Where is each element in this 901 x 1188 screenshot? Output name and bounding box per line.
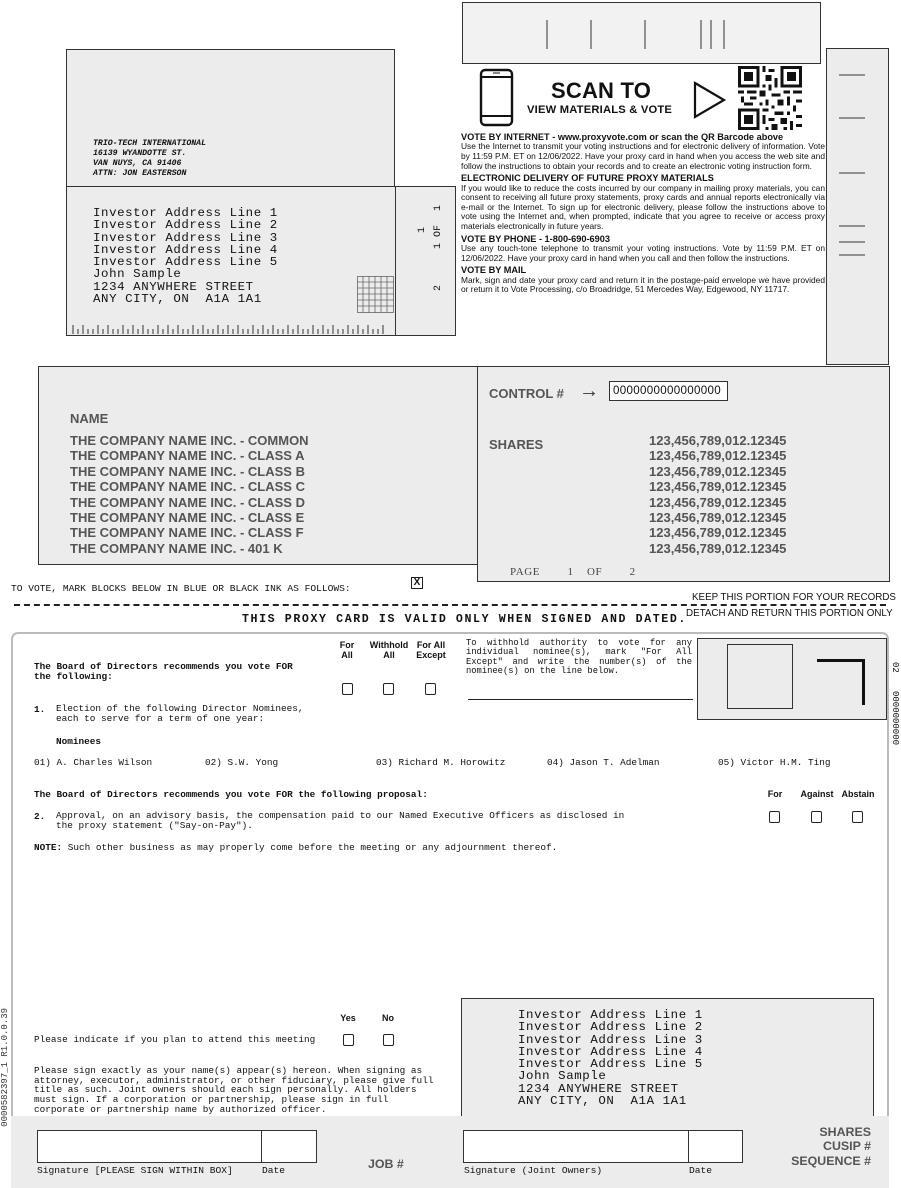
investor-address-line: Investor Address Line 5 — [518, 1057, 703, 1072]
edelivery-text: If you would like to reduce the costs incurred by our company in mailing proxy materials, you can consent to receiving all future proxy statements, proxy cards and annual reports electronically via e-mail or the Internet. To sign up for electronic delivery, please follow the instructions above to vote using the Internet and, when prompted, indicate that you agree to receive or access proxy materials electronically in future years. — [461, 182, 825, 231]
col-withhold-all: Withhold All — [369, 640, 409, 660]
share-amount: 123,456,789,012.12345 — [649, 510, 787, 526]
col-against: Against — [800, 789, 834, 799]
withhold-all-checkbox[interactable] — [383, 683, 394, 695]
note-label: NOTE: — [34, 842, 63, 853]
return-address-line: TRIO-TECH INTERNATIONAL — [93, 139, 207, 148]
scan-header — [462, 66, 824, 132]
return-address-line: 16139 WYANDOTTE ST. — [93, 149, 187, 158]
signature-box[interactable] — [37, 1130, 262, 1163]
investor-address-line: Investor Address Line 2 — [518, 1020, 703, 1035]
control-shares-box — [477, 366, 890, 582]
nominee: 02) S.W. Yong — [205, 757, 279, 768]
investor-address-line: Investor Address Line 3 — [518, 1032, 703, 1047]
qr-code-icon — [738, 66, 802, 130]
joint-date-label: Date — [689, 1165, 713, 1176]
corner-mark — [817, 659, 865, 705]
side-code-b: 0000000000 — [890, 691, 900, 746]
return-address-line: VAN NUYS, CA 91406 — [93, 159, 182, 168]
joint-signature-label: Signature (Joint Owners) — [464, 1165, 603, 1176]
investor-address-line: Investor Address Line 5 — [93, 255, 278, 270]
internet-text: Use the Internet to transmit your voting instructions and for electronic delivery of information. Vote by 11:59 P.M. ET on 12/06/2022. Have your proxy card in hand when you access the web site and follow the instructions to obtain your records and to create an electronic voting instruction form. — [461, 141, 825, 171]
mail-text: Mark, sign and date your proxy card and return it in the postage-paid envelope we have provided or return it to Vote Processing, c/o Broadridge, 51 Mercedes Way, Edgewood, NY 11717. — [461, 274, 825, 295]
control-number: 0000000000000000 — [609, 381, 728, 401]
investor-address-line: Investor Address Line 1 — [518, 1008, 703, 1022]
shares-list — [649, 433, 786, 556]
page-marker-b: 1 OF — [433, 225, 444, 250]
investor-address-line: 1234 ANYWHERE STREET — [518, 1081, 679, 1096]
investor-address-line: Investor Address Line 4 — [518, 1044, 703, 1059]
joint-date-box[interactable] — [688, 1130, 743, 1163]
investor-address-line: Investor Address Line 3 — [93, 230, 278, 245]
imb-barcode — [71, 321, 391, 335]
phone-heading: VOTE BY PHONE - 1-800-690-6903 — [461, 233, 610, 244]
item2-text: Approval, on an advisory basis, the compensation paid to our Named Executive Officers as disclosed in the proxy statement ("Say-on-Pay"). — [56, 810, 625, 831]
codes-block — [760, 1125, 871, 1168]
detach-portion-note: DETACH AND RETURN THIS PORTION ONLY — [686, 608, 893, 619]
share-amount: 123,456,789,012.12345 — [649, 463, 787, 479]
job-label: JOB # — [368, 1157, 404, 1171]
datamatrix-grid — [357, 276, 394, 313]
nominee: 05) Victor H.M. Ting — [718, 757, 831, 768]
play-arrow-icon — [692, 80, 728, 120]
page-marker-d: 2 — [433, 285, 444, 292]
investor-address-line: Investor Address Line 1 — [93, 206, 278, 220]
page-marker-a: 1 — [433, 205, 444, 212]
item1-number: 1. — [34, 704, 46, 715]
left-side-code: 0000582397_1 R1.0.0.39 — [0, 1008, 10, 1127]
col-abstain: Abstain — [841, 789, 875, 799]
investor-address-line: 1234 ANYWHERE STREET — [93, 279, 254, 294]
scanner-square — [727, 644, 793, 709]
share-amount: 123,456,789,012.12345 — [649, 540, 787, 556]
signature-date-box[interactable] — [261, 1130, 317, 1163]
return-address-window — [66, 49, 395, 187]
page-indicator — [510, 566, 636, 578]
sample-mark-box: X — [411, 577, 423, 589]
vote-instruction: TO VOTE, MARK BLOCKS BELOW IN BLUE OR BLACK INK AS FOLLOWS: — [11, 583, 351, 594]
share-amount: 123,456,789,012.12345 — [649, 448, 787, 464]
proposal2-for-checkbox[interactable] — [769, 811, 780, 823]
page-of: OF — [586, 566, 603, 578]
note-text: Such other business as may properly come before the meeting or any adjournment thereof. — [67, 842, 558, 853]
page-marker-c: 1 — [417, 227, 428, 234]
return-address-line: ATTN: JON EASTERSON — [93, 169, 187, 178]
company-name: THE COMPANY NAME INC. - CLASS E — [70, 510, 305, 526]
board-recommend-2: The Board of Directors recommends you vote FOR the following proposal: — [34, 789, 428, 800]
col-yes: Yes — [340, 1013, 356, 1023]
page-label: PAGE — [510, 566, 541, 578]
investor-address — [93, 207, 278, 305]
control-arrow-icon: → — [579, 380, 599, 402]
nominee-exception-line[interactable] — [468, 699, 693, 700]
cusip-label: CUSIP # — [823, 1139, 871, 1154]
withhold-instruction: To withhold authority to vote for any individual nominee(s), mark "For All Except" and write the number(s) of the nominee(s) on the line below. — [466, 638, 692, 677]
shares-code-label: SHARES — [819, 1125, 871, 1139]
share-amount: 123,456,789,012.12345 — [649, 479, 787, 495]
internet-heading: VOTE BY INTERNET - www.proxyvote.com or scan the QR Barcode above — [461, 132, 784, 142]
company-name: THE COMPANY NAME INC. - COMMON — [70, 433, 309, 448]
investor-address-line: ANY CITY, ON A1A 1A1 — [93, 292, 262, 307]
phone-text: Use any touch-tone telephone to transmit your voting instructions. Vote by 11:59 P.M. ET on 12/06/2022. Have your proxy card in hand when you call and then follow the instructions. — [461, 242, 825, 263]
share-amount: 123,456,789,012.12345 — [649, 494, 787, 510]
col-for-all: For All — [339, 640, 355, 660]
return-address — [93, 139, 206, 179]
side-code-a: 02 — [890, 662, 900, 673]
company-name: THE COMPANY NAME INC. - CLASS C — [70, 479, 305, 495]
signature-label: Signature [PLEASE SIGN WITHIN BOX] — [37, 1165, 233, 1176]
item2-number: 2. — [34, 811, 46, 822]
scan-title: SCAN TO — [551, 78, 652, 103]
voting-instructions — [461, 132, 825, 295]
bottom-address-box — [461, 998, 874, 1118]
investor-address-line: John Sample — [93, 267, 182, 282]
phone-icon — [478, 68, 516, 128]
board-recommend-1: The Board of Directors recommends you vote FOR the following: — [34, 661, 293, 682]
page-total: 2 — [629, 566, 636, 578]
nominee: 04) Jason T. Adelman — [547, 757, 660, 768]
right-side-panel — [826, 48, 889, 365]
investor-address-line: Investor Address Line 2 — [93, 218, 278, 233]
proposal2-against-checkbox[interactable] — [811, 811, 822, 823]
note-line — [34, 842, 557, 853]
share-amount: 123,456,789,012.12345 — [649, 433, 787, 448]
valid-notice: THIS PROXY CARD IS VALID ONLY WHEN SIGNED AND DATED. — [242, 613, 687, 626]
col-for-all-except: For All Except — [416, 640, 446, 660]
scan-subtitle: VIEW MATERIALS & VOTE — [527, 104, 673, 116]
sequence-label: SEQUENCE # — [791, 1153, 871, 1168]
signature-date-label: Date — [262, 1165, 286, 1176]
item1-text: Election of the following Director Nominees, each to serve for a term of one year: — [56, 703, 304, 724]
name-label: NAME — [70, 411, 109, 426]
edelivery-heading: ELECTRONIC DELIVERY OF FUTURE PROXY MATERIALS — [461, 173, 714, 184]
control-label: CONTROL # — [489, 386, 564, 401]
side-tick-marks — [827, 49, 890, 366]
postal-barcode — [463, 3, 822, 65]
col-for: For — [767, 789, 783, 799]
envelope-inner-divider — [395, 187, 396, 336]
mail-heading: VOTE BY MAIL — [461, 265, 527, 276]
sign-instruction: Please sign exactly as your name(s) appear(s) hereon. When signing as attorney, executor, administrator, or other fiduciary, please give full title as such. Joint owners should each sign personally. All holders must sign. If a corporation or partnership, please sign in full corporate or partnership name by authorized officer. — [34, 1065, 434, 1115]
nominees-label: Nominees — [56, 736, 102, 747]
scanner-mark-box — [697, 638, 887, 720]
company-name: THE COMPANY NAME INC. - 401 K — [70, 540, 283, 556]
company-name: THE COMPANY NAME INC. - CLASS A — [70, 448, 305, 464]
shares-label: SHARES — [489, 437, 544, 452]
attend-text: Please indicate if you plan to attend this meeting — [34, 1034, 316, 1045]
joint-signature-box[interactable] — [463, 1130, 689, 1163]
attend-yes-checkbox[interactable] — [343, 1034, 354, 1046]
nominee: 01) A. Charles Wilson — [34, 757, 153, 768]
for-all-checkbox[interactable] — [342, 683, 353, 695]
company-name: THE COMPANY NAME INC. - CLASS D — [70, 494, 305, 510]
company-name: THE COMPANY NAME INC. - CLASS B — [70, 463, 305, 479]
attend-no-checkbox[interactable] — [383, 1034, 394, 1046]
investor-address-window — [66, 186, 456, 336]
share-amount: 123,456,789,012.12345 — [649, 525, 787, 541]
bottom-investor-address — [518, 1009, 703, 1107]
company-name: THE COMPANY NAME INC. - CLASS F — [70, 525, 304, 541]
for-all-except-checkbox[interactable] — [425, 683, 436, 695]
page-number: 1 — [567, 566, 574, 578]
barcode-strip — [462, 2, 821, 64]
col-no: No — [382, 1013, 394, 1023]
company-list — [70, 433, 309, 556]
investor-address-line: ANY CITY, ON A1A 1A1 — [518, 1094, 687, 1109]
investor-address-line: Investor Address Line 4 — [93, 242, 278, 257]
proposal2-abstain-checkbox[interactable] — [852, 811, 863, 823]
investor-address-line: John Sample — [518, 1069, 607, 1084]
keep-portion-note: KEEP THIS PORTION FOR YOUR RECORDS — [692, 592, 896, 603]
detach-line — [14, 604, 886, 606]
nominee: 03) Richard M. Horowitz — [376, 757, 506, 768]
company-name-box — [38, 366, 478, 565]
